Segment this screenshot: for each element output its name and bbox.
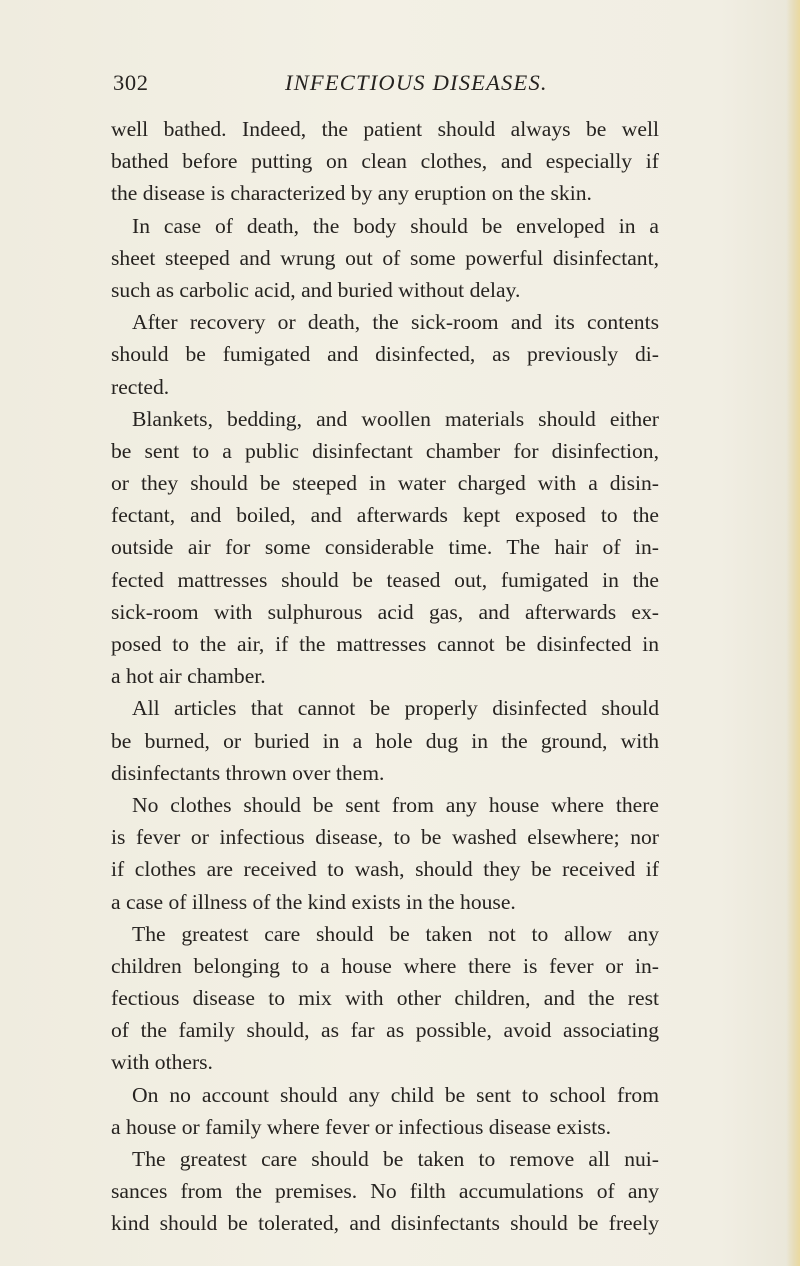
text-line: The greatest care should be taken to remove all nui- xyxy=(132,1147,659,1171)
text-line: a case of illness of the kind exists in the house. xyxy=(111,889,516,914)
text-line: rected. xyxy=(111,374,170,399)
page-edge-shadow xyxy=(786,0,800,1266)
text-line: a hot air chamber. xyxy=(111,664,266,689)
text-line: be burned, or buried in a hole dug in the ground, with xyxy=(111,728,659,753)
page-number: 302 xyxy=(113,70,149,95)
text-line: outside air for some considerable time. The hair of in- xyxy=(111,535,659,560)
text-line: is fever or infectious disease, to be washed elsewhere; nor xyxy=(111,825,659,850)
text-line: fectant, and boiled, and afterwards kept exposed to the xyxy=(111,503,659,528)
text-line: the disease is characterized by any eruption on the skin. xyxy=(111,181,592,206)
text-line: a house or family where fever or infectious disease exists. xyxy=(111,1114,612,1139)
text-line: No clothes should be sent from any house where there xyxy=(132,792,659,817)
text-line: sances from the premises. No filth accumulations of any xyxy=(111,1179,659,1204)
text-line: disinfectants thrown over them. xyxy=(111,760,385,785)
text-line: be sent to a public disinfectant chamber for disinfection, xyxy=(111,438,659,463)
text-line: fectious disease to mix with other children, and the rest xyxy=(111,986,659,1011)
text-line: sick-room with sulphurous acid gas, and afterwards ex- xyxy=(111,599,659,624)
text-line: posed to the air, if the mattresses cannot be disinfected in xyxy=(111,632,659,656)
running-head: INFECTIOUS DISEASES. xyxy=(285,70,548,95)
text-line: kind should be tolerated, and disinfectants should be freely xyxy=(111,1211,659,1236)
text-line: fected mattresses should be teased out, fumigated in the xyxy=(111,567,659,592)
text-line: Blankets, bedding, and woollen materials should either xyxy=(132,406,659,431)
text-line: or they should be steeped in water charged with a disin- xyxy=(111,471,659,496)
text-line: bathed before putting on clean clothes, and especially if xyxy=(111,149,659,174)
text-line: The greatest care should be taken not to allow any xyxy=(132,921,659,946)
text-line: if clothes are received to wash, should they be received if xyxy=(111,857,659,882)
text-line: All articles that cannot be properly disinfected should xyxy=(132,696,659,721)
page-header xyxy=(113,66,663,100)
text-line: of the family should, as far as possible, avoid associating xyxy=(111,1018,659,1043)
body-text xyxy=(111,113,659,1240)
text-line: should be fumigated and disinfected, as previously di- xyxy=(111,342,659,367)
text-line: well bathed. Indeed, the patient should always be well xyxy=(111,117,659,141)
text-line: children belonging to a house where there is fever or in- xyxy=(111,953,659,978)
text-line: On no account should any child be sent to school from xyxy=(132,1082,659,1107)
text-line: In case of death, the body should be enveloped in a xyxy=(132,213,659,238)
text-line: sheet steeped and wrung out of some powerful disinfectant, xyxy=(111,245,659,270)
text-line: After recovery or death, the sick-room and its contents xyxy=(132,310,659,335)
text-line: with others. xyxy=(111,1050,213,1075)
text-line: such as carbolic acid, and buried without delay. xyxy=(111,277,521,302)
